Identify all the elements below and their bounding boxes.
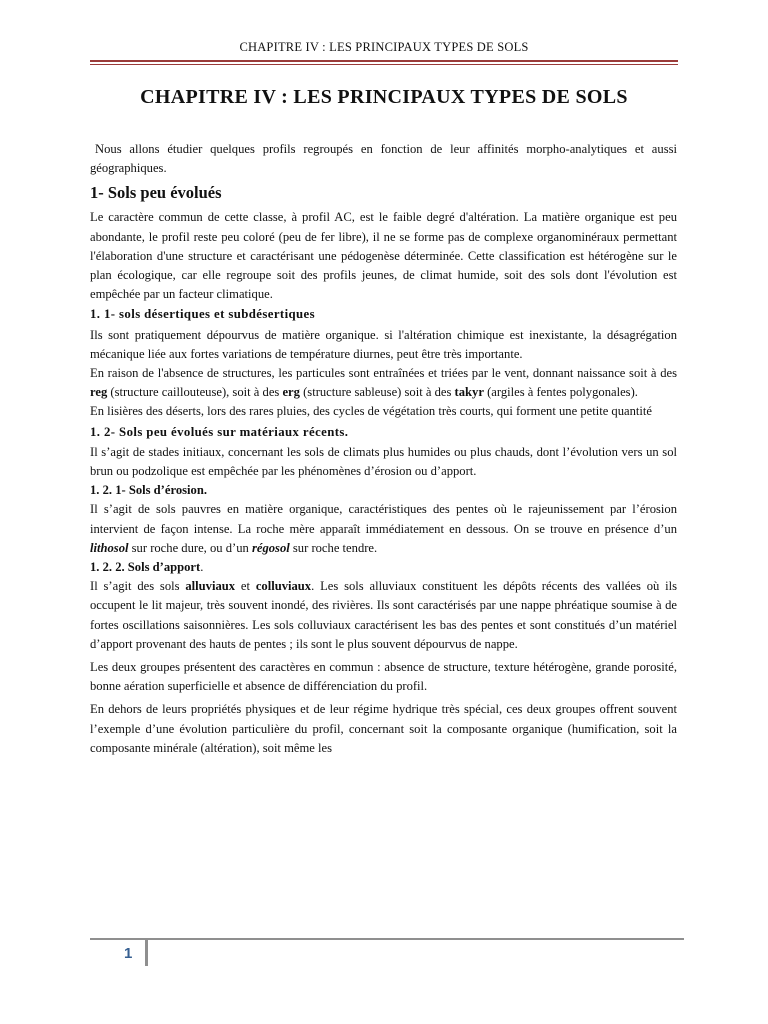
heading-period: . [200, 560, 204, 575]
term-reg: reg [90, 385, 108, 400]
section-1-1-paragraph-2 [90, 364, 677, 402]
term-regosol: régosol [251, 540, 290, 555]
document-body [90, 140, 677, 758]
header-rule [90, 60, 678, 65]
section-heading-1-2: 1. 2- Sols peu évolués sur matériaux récents. [90, 424, 349, 439]
section-1-2-2-paragraph-3: En dehors de leurs propriétés physiques et de leur régime hydrique très spécial, ces deux groupes offrent souvent l’exemple d’une évolution particulière du profil, concernant soit la composante organique (humification, soit la composante minérale (altération), soit même les [90, 702, 677, 755]
section-1-2-2-paragraph-2: Les deux groupes présentent des caractères en commun : absence de structure, texture hétérogène, grande porosité, bonne aération superficielle et absence de différenciation du profil. [90, 660, 677, 694]
section-heading-1-2-1: 1. 2. 1- Sols d’érosion. [90, 483, 207, 498]
term-alluviaux: alluviaux [185, 579, 236, 594]
text-span: (argiles à fentes polygonales). [483, 385, 638, 400]
section-1-paragraph: Le caractère commun de cette classe, à profil AC, est le faible degré d'altération. La matière organique est peu abondante, le profil reste peu coloré (peu de fer libre), il ne se forme pas de complexe organominéraux permettant l'élaboration d'une structure et caractérisant une pédogenèse déterminée. Cette classification est hétérogène sur le plan écologique, car elle regroupe soit des profils jeunes, de climat humide, soit des sols dont l'évolution est empêchée par un facteur climatique. [90, 210, 677, 302]
section-heading-1-1: 1. 1- sols désertiques et subdésertiques [90, 307, 316, 322]
intro-paragraph: Nous allons étudier quelques profils regroupés en fonction de leur affinités morpho-analytiques et aussi géographiques. [90, 142, 677, 176]
chapter-title: CHAPITRE IV : LES PRINCIPAUX TYPES DE SOLS [140, 86, 628, 108]
text-span: En raison de l'absence de structures, les particules sont entraînées et triées par le vent, donnant naissance soit à des [90, 366, 677, 381]
text-span: sur roche tendre. [289, 540, 378, 555]
text-span: (structure sableuse) soit à des [299, 385, 455, 400]
text-span: Il s’agit de sols pauvres en matière organique, caractéristiques des pentes où le rajeunissement par l’érosion intervient de façon intense. La roche mère apparaît immédiatement en dessous. On se trouve en présence d’un [90, 502, 677, 536]
page-number-divider [145, 940, 148, 966]
text-span: Il s’agit des sols [90, 579, 186, 594]
section-heading-1-2-2-wrapper [90, 558, 677, 577]
term-erg: erg [282, 385, 300, 400]
section-heading-1-2-2: 1. 2. 2. Sols d’apport [90, 560, 201, 575]
footer-rule [90, 938, 684, 940]
page-number: 1 [124, 945, 133, 962]
section-1-1-paragraph-1: Ils sont pratiquement dépourvus de matière organique. si l'altération chimique est inexistante, la désagrégation mécanique liée aux fortes variations de température diurnes, peut être très importante. [90, 327, 677, 361]
term-colluviaux: colluviaux [255, 579, 312, 594]
term-lithosol: lithosol [90, 540, 129, 555]
running-header: CHAPITRE IV : LES PRINCIPAUX TYPES DE SOLS [239, 40, 529, 54]
section-1-2-1-paragraph [90, 500, 677, 558]
text-span: sur roche dure, ou d’un [128, 540, 252, 555]
section-1-1-paragraph-3: En lisières des déserts, lors des rares pluies, des cycles de végétation très courts, qui forment une petite quantité [90, 404, 653, 419]
term-takyr: takyr [454, 385, 484, 400]
section-heading-1: 1- Sols peu évolués [90, 183, 222, 203]
text-span: . Les sols alluviaux constituent les dépôts récents des vallées où ils occupent le lit majeur, très souvent inondé, des rivières. Ils sont caractérisés par une nappe phréatique soumise à de fortes oscillations saisonnières. Les sols colluviaux caractérisent les bas des pentes et sont constitués d’un matériel d’apport provenant des hauts de pentes ; ils sont le plus souvent dépourvus de nappe. [90, 579, 678, 651]
section-1-2-paragraph: Il s’agit de stades initiaux, concernant les sols de climats plus humides ou plus chauds, dont l’évolution vers un sol brun ou podzolique est empêchée par les phénomènes d’érosion ou d’apport. [90, 444, 677, 479]
text-span: et [235, 579, 256, 594]
text-span: (structure caillouteuse), soit à des [107, 385, 283, 400]
section-1-2-2-paragraph-1 [90, 577, 677, 654]
